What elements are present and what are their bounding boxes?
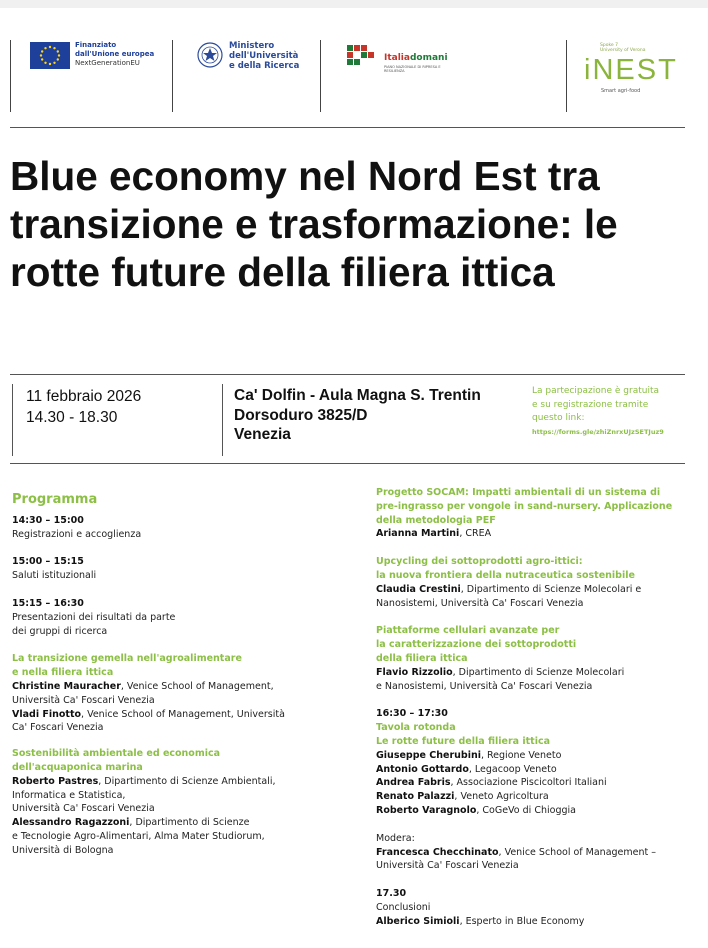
italian-republic-seal-icon xyxy=(197,42,223,68)
talk-item: La transizione gemella nell'agroalimentare e nella filiera ittica Christine Mauracher, Venice School of Management, Università Ca' Foscari Venezia Vladi Finotto, Venice School of Management, Università Ca' Foscari Venezia xyxy=(12,653,285,734)
talk-item: Upcycling dei sottoprodotti agro-ittici: la nuova frontiera della nutraceutica sostenibile Claudia Crestini, Dipartimento di Scienze Molecolari e Nanosistemi, Università Ca' Foscari Venezia xyxy=(376,556,642,609)
page-title: Blue economy nel Nord Est tra transizione e trasformazione: le rotte future della filiera ittica xyxy=(10,153,618,295)
logo-divider xyxy=(172,40,173,112)
program-heading: Programma xyxy=(12,492,98,507)
talk-item: Progetto SOCAM: Impatti ambientali di un sistema di pre-ingrasso per vongole in sand-nursery. Applicazione della metodologia PEF Arianna Martini, CREA xyxy=(376,487,673,540)
logo-divider xyxy=(320,40,321,112)
italiadomani-subtitle: PIANO NAZIONALE DI RIPRESA E RESILIENZA xyxy=(384,65,441,73)
logo-divider xyxy=(566,40,567,112)
eu-logo-text: Finanziato dall'Unione europea NextGenerationEU xyxy=(75,41,155,67)
italiadomani-logo-text: Italiadomani xyxy=(384,53,448,63)
conclusions: 17.30 Conclusioni Alberico Simioli, Esperto in Blue Economy xyxy=(376,888,585,927)
registration-link[interactable]: https://forms.gle/zhiZnrxUJzSETJuz9 xyxy=(532,427,664,436)
event-date-time xyxy=(26,386,141,428)
info-divider xyxy=(222,384,223,456)
event-date: 11 febbraio 2026 xyxy=(26,388,142,405)
moderator: Modera: Francesca Checchinato, Venice School of Management – Università Ca' Foscari Venezia xyxy=(376,832,657,872)
divider xyxy=(10,374,685,375)
info-divider xyxy=(12,384,13,456)
mur-logo-text: Ministero dell'Università e della Ricerca xyxy=(229,41,300,71)
logo-divider xyxy=(10,40,11,112)
divider xyxy=(10,127,685,128)
top-strip xyxy=(0,0,708,8)
schedule-item: 15:15 – 16:30 Presentazioni dei risultati da parte dei gruppi di ricerca xyxy=(12,597,176,637)
program-right-column xyxy=(376,486,700,937)
schedule-item: 15:00 – 15:15 Saluti istituzionali xyxy=(12,556,97,582)
inest-subtitle: Smart agri-food xyxy=(601,88,641,94)
divider xyxy=(10,463,685,464)
inest-spoke-label: Spoke 7 University of Verona xyxy=(600,43,646,53)
round-table: 16:30 – 17:30 Tavola rotonda Le rotte future della filiera ittica Giuseppe Cherubini, Regione Veneto Antonio Gottardo, Legacoop Veneto Andrea Fabris, Associazione Piscicoltori Italiani Renato Palazzi, Veneto Agricoltura Roberto Varagnolo, CoGeVo di Chioggia xyxy=(376,708,607,816)
registration-info: La partecipazione è gratuita e su registrazione tramite questo link: https://forms.gle/zhiZnrxUJzSETJuz9 xyxy=(532,385,664,439)
eu-flag-icon xyxy=(30,42,70,69)
inest-logo: iNEST xyxy=(584,54,678,86)
event-time: 14.30 - 18.30 xyxy=(26,409,118,426)
program-left-column xyxy=(12,493,332,866)
talk-item: Sostenibilità ambientale ed economica dell'acquaponica marina Roberto Pastres, Dipartimento di Scienze Ambientali, Informatica e Statistica, Università Ca' Foscari Venezia Alessandro Ragazzoni, Dipartimento di Scienze e Tecnologie Agro-Alimentari, Alma Mater Studiorum, Università di Bologna xyxy=(12,748,276,856)
schedule-item: 14:30 – 15:00 Registrazioni e accoglienza xyxy=(12,514,142,540)
event-venue: Ca' Dolfin - Aula Magna S. Trentin Dorsoduro 3825/D Venezia xyxy=(234,387,481,443)
talk-item: Piattaforme cellulari avanzate per la caratterizzazione dei sottoprodotti della filiera ittica Flavio Rizzolio, Dipartimento di Scienze Molecolari e Nanosistemi, Università Ca' Foscari Venezia xyxy=(376,625,625,692)
italiadomani-mark-icon xyxy=(345,43,381,71)
